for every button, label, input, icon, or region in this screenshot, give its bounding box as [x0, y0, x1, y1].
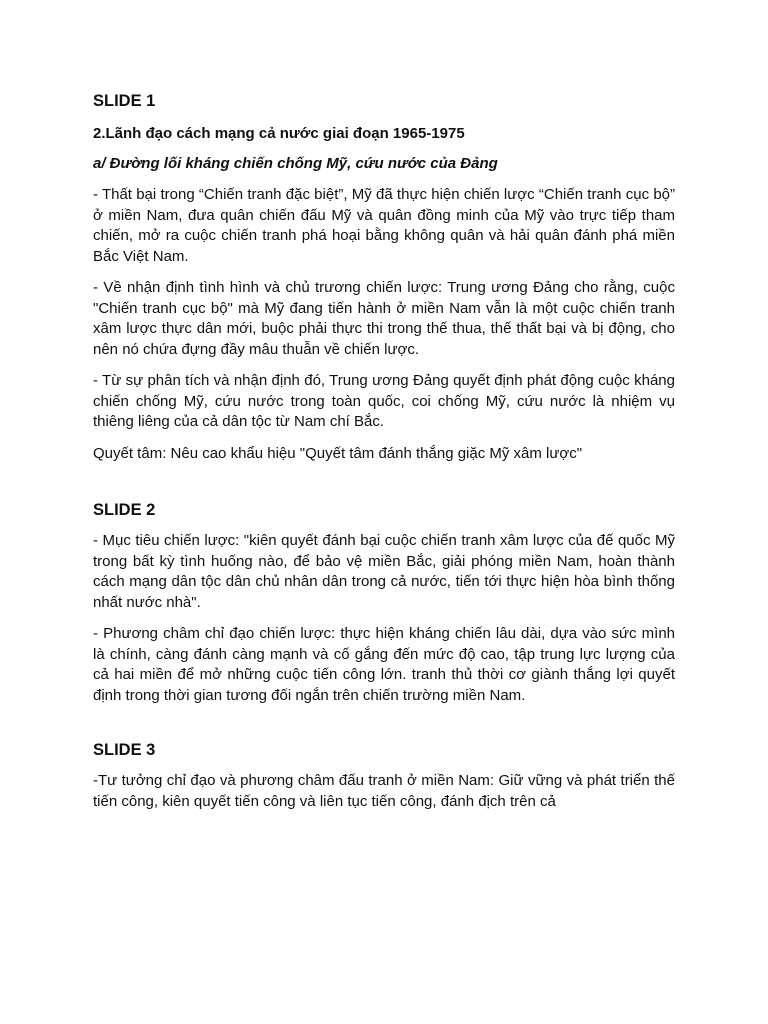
slide-1-paragraph-4: Quyết tâm: Nêu cao khẩu hiệu "Quyết tâm đánh thắng giặc Mỹ xâm lược"	[93, 444, 583, 462]
slide-3-paragraph-1: -Tư tưởng chỉ đạo và phương châm đấu tranh ở miền Nam: Giữ vững và phát triển thế tiến công, kiên quyết tiến công và liên tục tiến công, đánh địch trên cả	[93, 772, 675, 810]
section-heading-sub: a/ Đường lối kháng chiến chống Mỹ, cứu nước của Đảng	[93, 155, 498, 172]
slide-2-paragraph-2: - Phương châm chỉ đạo chiến lược: thực hiện kháng chiến lâu dài, dựa vào sức mình là chính, càng đánh càng mạnh và cố gắng đến mức độ cao, tập trung lực lượng của cả hai miền để mở những cuộc tiến công lớn. tranh thủ thời cơ giành thắng lợi quyết định trong thời gian tương đối ngắn trên chiến trường miền Nam.	[93, 625, 675, 704]
section-heading-main: 2.Lãnh đạo cách mạng cả nước giai đoạn 1965-1975	[93, 125, 465, 142]
slide-3-section	[93, 737, 675, 812]
slide-1-paragraph-3: - Từ sự phân tích và nhận định đó, Trung ương Đảng quyết định phát động cuộc kháng chiến chống Mỹ, cứu nước trong toàn quốc, coi chống Mỹ, cứu nước là nhiệm vụ thiêng liêng của cả dân tộc từ Nam chí Bắc.	[93, 372, 675, 430]
slide-1-title: SLIDE 1	[93, 92, 156, 110]
slide-1-paragraph-1: - Thất bại trong “Chiến tranh đặc biệt”, Mỹ đã thực hiện chiến lược “Chiến tranh cục bộ” ở miền Nam, đưa quân chiến đấu Mỹ và quân đồng minh của Mỹ vào trực tiếp tham chiến, mở ra cuộc chiến tranh phá hoại bằng không quân và hải quân đánh phá miền Bắc Việt Nam.	[93, 186, 675, 265]
slide-3-title: SLIDE 3	[93, 741, 156, 759]
document-page	[93, 86, 675, 812]
slide-1-paragraph-2: - Về nhận định tình hình và chủ trương chiến lược: Trung ương Đảng cho rằng, cuộc "Chiến tranh cục bộ" mà Mỹ đang tiến hành ở miền Nam vẫn là một cuộc chiến tranh xâm lược thực dân mới, buộc phải thực thi trong thế thua, thế thất bại và bị động, cho nên nó chứa đựng đầy mâu thuẫn về chiến lược.	[93, 279, 675, 358]
slide-2-section	[93, 497, 675, 706]
slide-2-title: SLIDE 2	[93, 501, 156, 519]
slide-2-paragraph-1: - Mục tiêu chiến lược: "kiên quyết đánh bại cuộc chiến tranh xâm lược của đế quốc Mỹ trong bất kỳ tình huống nào, để bảo vệ miền Bắc, giải phóng miền Nam, hoàn thành cách mạng dân tộc dân chủ nhân dân trong cả nước, tiến tới thực hiện hòa bình thống nhất nước nhà".	[93, 532, 675, 611]
slide-1-section	[93, 88, 675, 464]
